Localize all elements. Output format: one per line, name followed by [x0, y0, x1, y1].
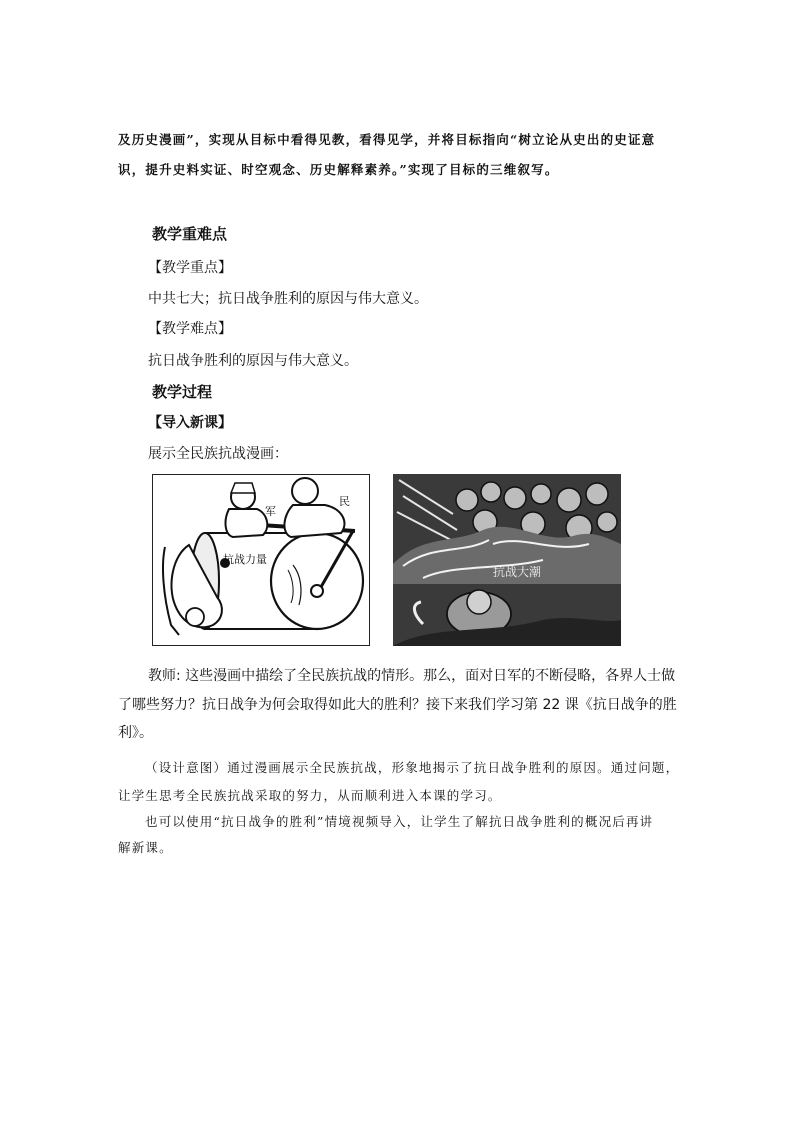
- cartoon-tide-image: [393, 474, 621, 646]
- teacher-paragraph-line-2: 了哪些努力？抗日战争为何会取得如此大的胜利？接下来我们学习第 22 课《抗日战争的胜: [118, 697, 677, 713]
- subheading-teaching-focus: 【教学重点】: [148, 260, 232, 276]
- design-intent-line-1: （设计意图）通过漫画展示全民族抗战，形象地揭示了抗日战争胜利的原因。通过问题，: [145, 760, 680, 775]
- intro-paragraph-line-2: 识，提升史料实证、时空观念、历史解释素养。”实现了目标的三维叙写。: [118, 162, 559, 177]
- cartoon-roller-drawing: [153, 475, 369, 645]
- design-intent-line-2: 让学生思考全民族抗战采取的努力，从而顺利进入本课的学习。: [118, 788, 502, 803]
- cartoon-label-resistance-force: 抗战力量: [223, 553, 267, 566]
- intro-paragraph-line-1: 及历史漫画”，实现从目标中看得见教，看得见学，并将目标指向“树立论从史出的史证意: [118, 132, 656, 147]
- section-heading-key-points: 教学重难点: [152, 225, 228, 243]
- alternative-intro-line-2: 解新课。: [118, 840, 173, 855]
- cartoon-label-army: 军: [265, 505, 276, 518]
- subheading-teaching-difficulty: 【教学难点】: [148, 321, 232, 337]
- subheading-new-lesson-intro: 【导入新课】: [148, 415, 232, 431]
- teaching-focus-text: 中共七大；抗日战争胜利的原因与伟大意义。: [148, 291, 428, 307]
- teaching-difficulty-text: 抗日战争胜利的原因与伟大意义。: [148, 353, 358, 369]
- cartoon-roller-image: [152, 474, 370, 646]
- teacher-paragraph-line-3: 利》。: [118, 725, 153, 741]
- teacher-paragraph-line-1: 教师: 这些漫画中描绘了全民族抗战的情形。那么，面对日军的不断侵略，各界人士做: [148, 668, 676, 684]
- cartoon-tide-drawing: [393, 474, 621, 646]
- section-heading-process: 教学过程: [152, 383, 213, 401]
- cartoon-label-tide: 抗战大潮: [493, 565, 542, 579]
- show-cartoons-text: 展示全民族抗战漫画：: [148, 446, 288, 462]
- alternative-intro-line-1: 也可以使用“抗日战争的胜利”情境视频导入，让学生了解抗日战争胜利的概况后再讲: [145, 814, 654, 829]
- cartoon-label-people: 民: [339, 495, 350, 508]
